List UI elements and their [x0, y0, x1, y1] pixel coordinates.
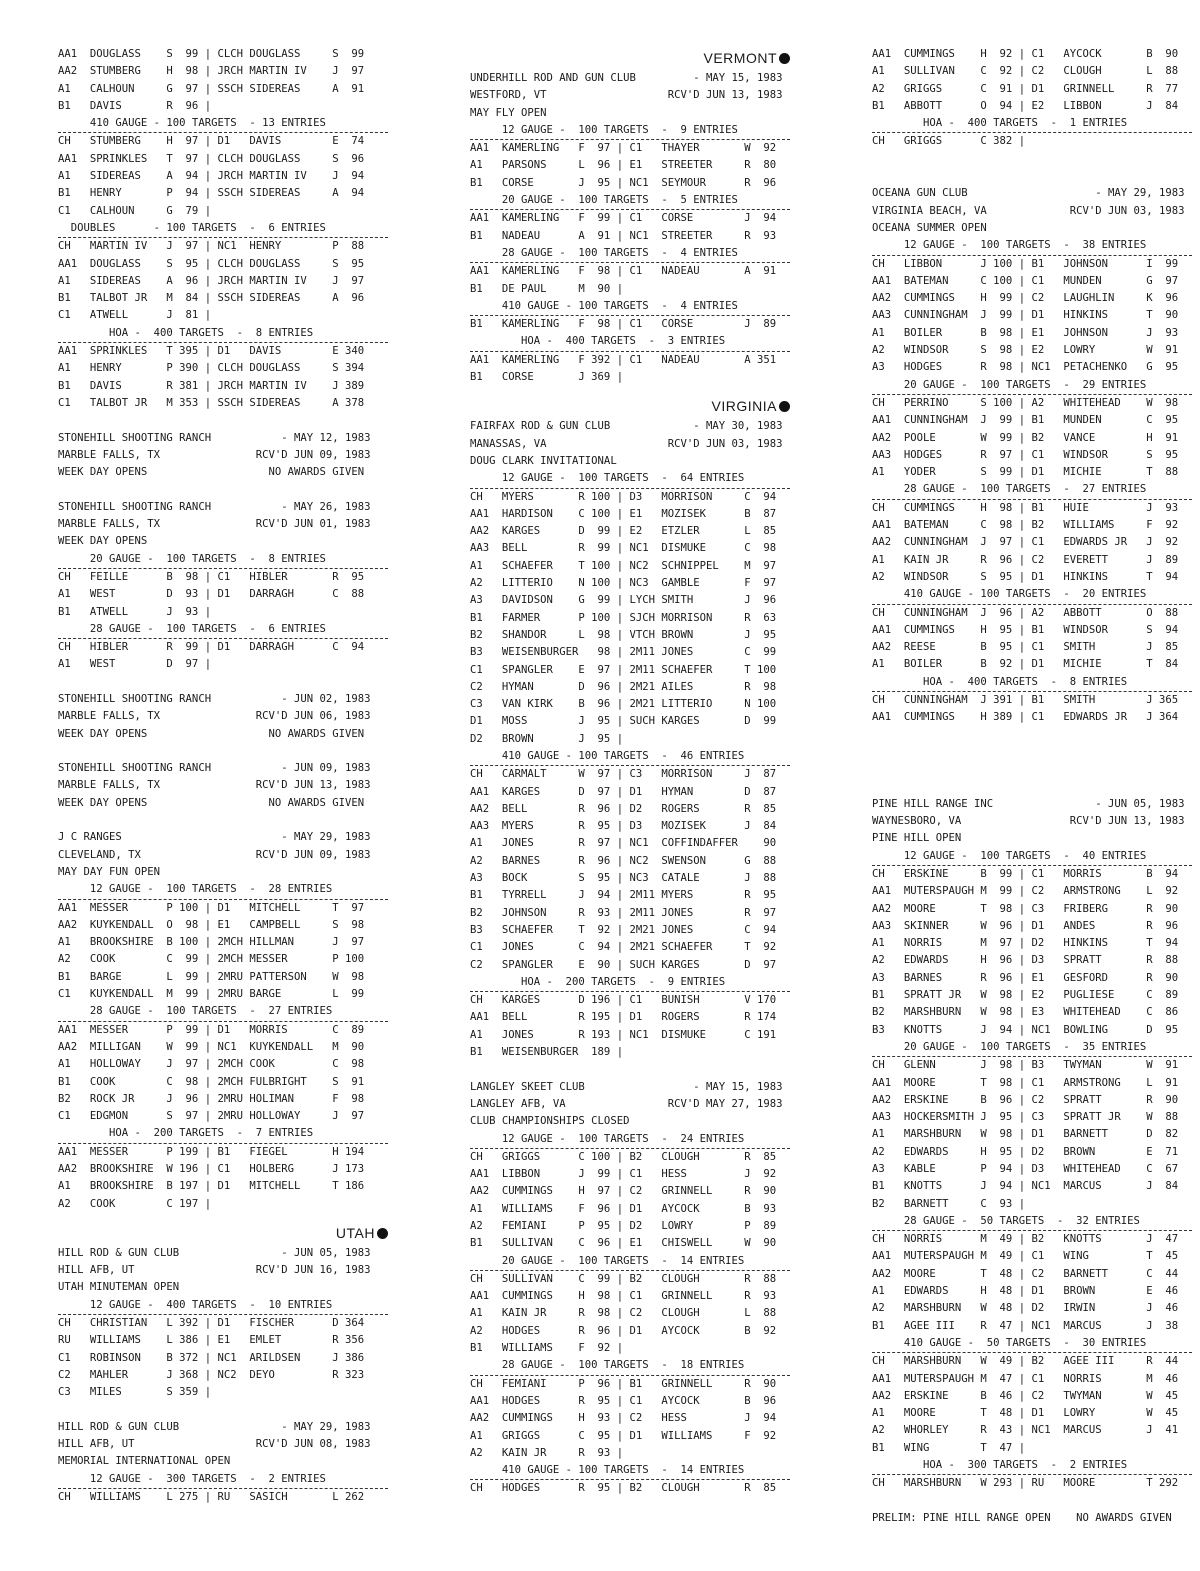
result-line: CH HIBLER R 99 | D1 DARRAGH C 94 — [58, 641, 365, 654]
result-line: AA3 SKINNER W 96 | D1 ANDES R 96 — [872, 919, 1179, 932]
result-line: AA1 MUTERSPAUGH M 49 | C1 WING T 45 — [872, 1250, 1179, 1263]
result-line: CLUB CHAMPIONSHIPS CLOSED — [470, 1115, 630, 1128]
state-name: VERMONT — [703, 50, 777, 66]
result-line: A2 LITTERIO N 100 | NC3 GAMBLE F 97 — [470, 577, 777, 590]
result-line: B1 ABBOTT O 94 | E2 LIBBON J 84 — [872, 99, 1179, 112]
state-name: VIRGINIA — [711, 398, 777, 415]
result-line: AA1 DOUGLASS S 95 | CLCH DOUGLASS S 95 — [58, 257, 365, 270]
result-line — [58, 1402, 388, 1419]
result-line: AA3 CUNNINGHAM J 99 | D1 HINKINS T 90 — [872, 309, 1179, 322]
result-line: B2 ROCK JR J 96 | 2MRU HOLIMAN F 98 — [58, 1092, 365, 1105]
result-line: A3 HODGES R 98 | NC1 PETACHENKO G 95 — [872, 361, 1179, 374]
result-line: C1 EDGMON S 97 | 2MRU HOLLOWAY J 97 — [58, 1110, 365, 1123]
result-line: B1 BARGE L 99 | 2MRU PATTERSON W 98 — [58, 970, 365, 983]
result-line: CH FEMIANI P 96 | B1 GRINNELL R 90 — [470, 1377, 777, 1390]
result-line: C3 VAN KIRK B 96 | 2M21 LITTERIO N 100 — [470, 698, 777, 711]
result-line: MEMORIAL INTERNATIONAL OPEN — [58, 1455, 231, 1468]
result-line: B3 WEISENBURGER 98 | 2M11 JONES C 99 — [470, 646, 777, 659]
result-line: 410 GAUGE - 100 TARGETS - 46 ENTRIES — [470, 748, 790, 766]
result-line: 410 GAUGE - 100 TARGETS - 13 ENTRIES — [58, 115, 388, 133]
result-line: B1 COOK C 98 | 2MCH FULBRIGHT S 91 — [58, 1075, 365, 1088]
result-line: B2 MARSHBURN W 98 | E3 WHITEHEAD C 86 — [872, 1006, 1179, 1019]
result-line: AA2 CUMMINGS H 93 | C2 HESS J 94 — [470, 1412, 777, 1425]
result-line: C3 MILES S 359 | — [58, 1386, 212, 1399]
result-line: MARBLE FALLS, TX RCV'D JUN 06, 1983 — [58, 710, 371, 723]
result-line: A2 EDWARDS H 96 | D3 SPRATT R 88 — [872, 954, 1179, 967]
result-line: 20 GAUGE - 100 TARGETS - 8 ENTRIES — [58, 551, 388, 569]
result-line: 12 GAUGE - 400 TARGETS - 10 ENTRIES — [58, 1297, 388, 1315]
result-line: A1 SCHAEFER T 100 | NC2 SCHNIPPEL M 97 — [470, 559, 777, 572]
result-line: A1 CALHOUN G 97 | SSCH SIDEREAS A 91 — [58, 82, 365, 95]
result-line: AA1 CUNNINGHAM J 99 | B1 MUNDEN C 95 — [872, 414, 1179, 427]
result-line: WEEK DAY OPENS NO AWARDS GIVEN — [58, 466, 365, 479]
result-line: A2 EDWARDS H 95 | D2 BROWN E 71 — [872, 1145, 1179, 1158]
result-line: STONEHILL SHOOTING RANCH - MAY 26, 1983 — [58, 500, 371, 513]
result-line: C1 ATWELL J 81 | — [58, 309, 212, 322]
result-line: AA2 REESE B 95 | C1 SMITH J 85 — [872, 641, 1179, 654]
result-line: AA1 CUMMINGS H 92 | C1 AYCOCK B 90 — [872, 48, 1179, 60]
result-line: MARBLE FALLS, TX RCV'D JUN 09, 1983 — [58, 448, 371, 461]
result-line: 12 GAUGE - 100 TARGETS - 38 ENTRIES — [872, 237, 1192, 255]
result-line: AA1 MESSER P 99 | D1 MORRIS C 89 — [58, 1023, 365, 1036]
result-line: 410 GAUGE - 100 TARGETS - 14 ENTRIES — [470, 1462, 790, 1480]
result-line: A1 PARSONS L 96 | E1 STREETER R 80 — [470, 159, 777, 172]
result-line: DOUG CLARK INVITATIONAL — [470, 454, 617, 467]
result-line: C2 MAHLER J 368 | NC2 DEYO R 323 — [58, 1368, 365, 1381]
result-line: AA1 MUTERSPAUGH M 47 | C1 NORRIS M 46 — [872, 1372, 1179, 1385]
result-line: A1 BROOKSHIRE B 197 | D1 MITCHELL T 186 — [58, 1180, 365, 1193]
result-line: AA1 SPRINKLES T 97 | CLCH DOUGLASS S 96 — [58, 152, 365, 165]
result-line: AA3 HODGES R 97 | C1 WINDSOR S 95 — [872, 448, 1179, 461]
result-line: MANASSAS, VA RCV'D JUN 03, 1983 — [470, 437, 783, 450]
result-line: CLEVELAND, TX RCV'D JUN 09, 1983 — [58, 848, 371, 861]
state-name: UTAH — [335, 1224, 375, 1241]
result-line: B2 BARNETT C 93 | — [872, 1197, 1026, 1210]
result-line: WESTFORD, VT RCV'D JUN 13, 1983 — [470, 89, 783, 102]
result-line: A2 WINDSOR S 98 | E2 LOWRY W 91 — [872, 344, 1179, 357]
result-line: CH NORRIS M 49 | B2 KNOTTS J 47 — [872, 1233, 1179, 1246]
result-line: AA3 HOCKERSMITH J 95 | C3 SPRATT JR W 88 — [872, 1111, 1179, 1124]
result-line: AA1 KARGES D 97 | D1 HYMAN D 87 — [470, 785, 777, 798]
result-line: A3 DAVIDSON G 99 | LYCH SMITH J 96 — [470, 594, 777, 607]
result-line: A1 HENRY P 390 | CLCH DOUGLASS S 394 — [58, 362, 365, 375]
result-line: A1 BOILER B 98 | E1 JOHNSON J 93 — [872, 326, 1179, 339]
result-line: A1 WILLIAMS F 96 | D1 AYCOCK B 93 — [470, 1202, 777, 1215]
result-line: CH ERSKINE B 99 | C1 MORRIS B 94 — [872, 867, 1179, 880]
result-line: B3 SCHAEFER T 92 | 2M21 JONES C 94 — [470, 923, 777, 936]
result-line: A1 JONES R 97 | NC1 COFFINDAFFER 90 — [470, 837, 777, 850]
result-line: 20 GAUGE - 100 TARGETS - 5 ENTRIES — [470, 192, 790, 210]
result-line: 12 GAUGE - 100 TARGETS - 24 ENTRIES — [470, 1131, 790, 1149]
result-line: A1 BOILER B 92 | D1 MICHIE T 84 — [872, 658, 1179, 671]
result-line: CH STUMBERG H 97 | D1 DAVIS E 74 — [58, 135, 365, 148]
result-line: A1 MARSHBURN W 98 | D1 BARNETT D 82 — [872, 1128, 1179, 1141]
result-line: 20 GAUGE - 100 TARGETS - 14 ENTRIES — [470, 1253, 790, 1271]
result-line: AA2 CUMMINGS H 99 | C2 LAUGHLIN K 96 — [872, 292, 1179, 305]
result-line: A1 BROOKSHIRE B 100 | 2MCH HILLMAN J 97 — [58, 936, 365, 949]
result-line: CH CUNNINGHAM J 391 | B1 SMITH J 365 — [872, 693, 1179, 706]
result-line: B1 SULLIVAN C 96 | E1 CHISWELL W 90 — [470, 1237, 777, 1250]
result-line: HOA - 400 TARGETS - 8 ENTRIES — [58, 325, 388, 343]
result-line: STONEHILL SHOOTING RANCH - MAY 12, 1983 — [58, 431, 371, 444]
result-line: A2 COOK C 99 | 2MCH MESSER P 100 — [58, 953, 365, 966]
result-line: A2 GRIGGS C 91 | D1 GRINNELL R 77 — [872, 82, 1179, 95]
result-line: AA2 POOLE W 99 | B2 VANCE H 91 — [872, 431, 1179, 444]
result-line: AA1 KAMERLING F 99 | C1 CORSE J 94 — [470, 212, 777, 225]
result-line: B2 SHANDOR L 98 | VTCH BROWN J 95 — [470, 628, 777, 641]
result-line: PINE HILL OPEN — [872, 832, 962, 845]
result-line: A2 MARSHBURN W 48 | D2 IRWIN J 46 — [872, 1302, 1179, 1315]
result-line — [872, 761, 1192, 778]
column-middle — [470, 46, 790, 1498]
result-line: UTAH MINUTEMAN OPEN — [58, 1281, 180, 1294]
result-line: AA2 CUMMINGS H 97 | C2 GRINNELL R 90 — [470, 1185, 777, 1198]
result-line: HILL ROD & GUN CLUB - MAY 29, 1983 — [58, 1420, 371, 1433]
result-line: AA1 KAMERLING F 98 | C1 NADEAU A 91 — [470, 265, 777, 278]
result-line: B1 ATWELL J 93 | — [58, 605, 212, 618]
result-line: C1 SPANGLER E 97 | 2M11 SCHAEFER T 100 — [470, 663, 777, 676]
result-line: AA2 BROOKSHIRE W 196 | C1 HOLBERG J 173 — [58, 1163, 365, 1175]
result-line: MARBLE FALLS, TX RCV'D JUN 01, 1983 — [58, 518, 371, 531]
result-line: B1 AGEE III R 47 | NC1 MARCUS J 38 — [872, 1319, 1179, 1332]
result-line: MAY DAY FUN OPEN — [58, 865, 161, 878]
result-line: WAYNESBORO, VA RCV'D JUN 13, 1983 — [872, 815, 1185, 828]
result-line: B1 FARMER P 100 | SJCH MORRISON R 63 — [470, 611, 777, 624]
result-line: CH GRIGGS C 100 | B2 CLOUGH R 85 — [470, 1150, 777, 1163]
result-line: A2 FEMIANI P 95 | D2 LOWRY P 89 — [470, 1220, 777, 1232]
result-line: AA2 STUMBERG H 98 | JRCH MARTIN IV J 97 — [58, 65, 365, 78]
result-line: C1 JONES C 94 | 2M21 SCHAEFER T 92 — [470, 941, 777, 954]
result-line: A1 SULLIVAN C 92 | C2 CLOUGH L 88 — [872, 65, 1179, 78]
result-line: 12 GAUGE - 100 TARGETS - 9 ENTRIES — [470, 122, 790, 140]
result-line — [872, 151, 1192, 168]
result-line: CH PERRINO S 100 | A2 WHITEHEAD W 98 — [872, 396, 1179, 409]
result-line: 410 GAUGE - 100 TARGETS - 20 ENTRIES — [872, 586, 1192, 604]
result-line: CH CARMALT W 97 | C3 MORRISON J 87 — [470, 768, 777, 781]
result-line: WEEK DAY OPENS NO AWARDS GIVEN — [58, 796, 365, 809]
result-line: CH CUMMINGS H 98 | B1 HUIE J 93 — [872, 501, 1179, 514]
result-line: B2 JOHNSON R 93 | 2M11 JONES R 97 — [470, 906, 777, 919]
result-line: AA1 MESSER P 100 | D1 MITCHELL T 97 — [58, 901, 365, 914]
result-line: HOA - 400 TARGETS - 8 ENTRIES — [872, 674, 1192, 692]
result-line: A3 BARNES R 96 | E1 GESFORD R 90 — [872, 971, 1179, 984]
result-line: C1 KUYKENDALL M 99 | 2MRU BARGE L 99 — [58, 988, 365, 1001]
state-heading — [470, 46, 790, 70]
result-line: A2 HODGES R 96 | D1 AYCOCK B 92 — [470, 1324, 777, 1337]
result-line: FAIRFAX ROD & GUN CLUB - MAY 30, 1983 — [470, 420, 783, 433]
result-line: AA1 BATEMAN C 100 | C1 MUNDEN G 97 — [872, 274, 1179, 287]
result-line: CH SULLIVAN C 99 | B2 CLOUGH R 88 — [470, 1272, 777, 1285]
result-line: CH FEILLE B 98 | C1 HIBLER R 95 — [58, 570, 365, 583]
result-line: A2 COOK C 197 | — [58, 1197, 212, 1210]
result-line: DOUBLES - 100 TARGETS - 6 ENTRIES — [58, 220, 388, 238]
bullet-icon — [779, 53, 790, 64]
result-line — [872, 1493, 1192, 1510]
result-line: HILL AFB, UT RCV'D JUN 08, 1983 — [58, 1438, 371, 1451]
result-line — [58, 412, 388, 429]
result-line: HILL ROD & GUN CLUB - JUN 05, 1983 — [58, 1246, 371, 1259]
result-line: AA1 CUMMINGS H 389 | C1 EDWARDS JR J 364 — [872, 711, 1179, 724]
result-line: AA1 MESSER P 199 | B1 FIEGEL H 194 — [58, 1145, 365, 1158]
result-line: A1 WEST D 93 | D1 DARRAGH C 88 — [58, 588, 365, 601]
result-line: 12 GAUGE - 100 TARGETS - 28 ENTRIES — [58, 881, 388, 899]
result-line: AA1 LIBBON J 99 | C1 HESS J 92 — [470, 1168, 777, 1181]
result-line — [58, 743, 388, 760]
bullet-icon — [779, 401, 790, 412]
result-line: AA2 MILLIGAN W 99 | NC1 KUYKENDALL M 90 — [58, 1040, 365, 1053]
result-line: A3 KABLE P 94 | D3 WHITEHEAD C 67 — [872, 1163, 1179, 1175]
result-line: CH MARSHBURN W 293 | RU MOORE T 292 — [872, 1477, 1179, 1490]
column-right — [872, 46, 1192, 1527]
result-line: AA2 KUYKENDALL O 98 | E1 CAMPBELL S 98 — [58, 918, 365, 931]
result-line: B1 CORSE J 95 | NC1 SEYMOUR R 96 — [470, 176, 777, 189]
result-line: A1 KAIN JR R 96 | C2 EVERETT J 89 — [872, 553, 1179, 566]
result-line: A1 YODER S 99 | D1 MICHIE T 88 — [872, 466, 1179, 479]
result-line: CH GLENN J 98 | B3 TWYMAN W 91 — [872, 1059, 1179, 1072]
result-line: 410 GAUGE - 100 TARGETS - 4 ENTRIES — [470, 298, 790, 316]
bullet-icon — [377, 1228, 388, 1239]
result-line: 12 GAUGE - 100 TARGETS - 64 ENTRIES — [470, 470, 790, 488]
result-line: LANGLEY SKEET CLUB - MAY 15, 1983 — [470, 1080, 783, 1093]
result-line: AA1 HARDISON C 100 | E1 MOZISEK B 87 — [470, 507, 777, 520]
result-line: AA1 DOUGLASS S 99 | CLCH DOUGLASS S 99 — [58, 48, 365, 60]
result-line: RU WILLIAMS L 386 | E1 EMLET R 356 — [58, 1334, 365, 1347]
result-line: B1 DAVIS R 96 | — [58, 99, 212, 112]
result-line: HOA - 200 TARGETS - 7 ENTRIES — [58, 1125, 388, 1143]
result-line: B1 WEISENBURGER 189 | — [470, 1046, 624, 1059]
result-line: OCEANA GUN CLUB - MAY 29, 1983 — [872, 187, 1185, 200]
result-line: B1 DAVIS R 381 | JRCH MARTIN IV J 389 — [58, 379, 365, 392]
result-line: AA3 BELL R 99 | NC1 DISMUKE C 98 — [470, 542, 777, 555]
result-line: CH HODGES R 95 | B2 CLOUGH R 85 — [470, 1482, 777, 1495]
result-line: A2 BARNES R 96 | NC2 SWENSON G 88 — [470, 854, 777, 867]
result-line: CH KARGES D 196 | C1 BUNISH V 170 — [470, 994, 777, 1007]
result-line: C1 TALBOT JR M 353 | SSCH SIDEREAS A 378 — [58, 396, 365, 409]
result-line: AA2 ERSKINE B 46 | C2 TWYMAN W 45 — [872, 1389, 1179, 1402]
result-line: A2 WINDSOR S 95 | D1 HINKINS T 94 — [872, 570, 1179, 583]
result-line: A1 HOLLOWAY J 97 | 2MCH COOK C 98 — [58, 1058, 365, 1071]
column-left — [58, 46, 388, 1506]
result-line: CH GRIGGS C 382 | — [872, 135, 1026, 148]
result-line: B1 CORSE J 369 | — [470, 371, 624, 384]
result-line: A1 JONES R 193 | NC1 DISMUKE C 191 — [470, 1028, 777, 1041]
result-line: B1 KNOTTS J 94 | NC1 MARCUS J 84 — [872, 1180, 1179, 1193]
result-line: B1 TALBOT JR M 84 | SSCH SIDEREAS A 96 — [58, 292, 365, 305]
result-line: HOA - 400 TARGETS - 3 ENTRIES — [470, 333, 790, 351]
result-line: VIRGINIA BEACH, VA RCV'D JUN 03, 1983 — [872, 204, 1185, 217]
result-line: CH MARSHBURN W 49 | B2 AGEE III R 44 — [872, 1355, 1179, 1368]
result-line: AA1 BELL R 195 | D1 ROGERS R 174 — [470, 1011, 777, 1024]
result-line: 20 GAUGE - 100 TARGETS - 35 ENTRIES — [872, 1039, 1192, 1057]
result-line: A2 KAIN JR R 93 | — [470, 1446, 624, 1459]
result-line — [872, 168, 1192, 185]
result-line: B1 NADEAU A 91 | NC1 STREETER R 93 — [470, 229, 777, 242]
result-line: 12 GAUGE - 300 TARGETS - 2 ENTRIES — [58, 1471, 388, 1489]
state-heading — [470, 394, 790, 418]
result-line — [470, 1061, 790, 1078]
result-line: AA1 BATEMAN C 98 | B2 WILLIAMS F 92 — [872, 519, 1179, 532]
result-line: D1 MOSS J 95 | SUCH KARGES D 99 — [470, 715, 777, 728]
result-line: A1 SIDEREAS A 96 | JRCH MARTIN IV J 97 — [58, 274, 365, 287]
result-line: AA2 ERSKINE B 96 | C2 SPRATT R 90 — [872, 1093, 1179, 1106]
result-line: CH CUNNINGHAM J 96 | A2 ABBOTT O 88 — [872, 606, 1179, 619]
result-line — [872, 727, 1192, 744]
result-line: A1 WEST D 97 | — [58, 658, 212, 671]
result-line: D2 BROWN J 95 | — [470, 732, 624, 745]
result-line: STONEHILL SHOOTING RANCH - JUN 09, 1983 — [58, 762, 371, 775]
result-line: AA2 KARGES D 99 | E2 ETZLER L 85 — [470, 525, 777, 538]
result-line — [58, 674, 388, 691]
result-line: B1 HENRY P 94 | SSCH SIDEREAS A 94 — [58, 187, 365, 200]
result-line: A1 MOORE T 48 | D1 LOWRY W 45 — [872, 1407, 1179, 1420]
result-line: AA1 KAMERLING F 392 | C1 NADEAU A 351 — [470, 353, 777, 366]
result-line: C1 ROBINSON B 372 | NC1 ARILDSEN J 386 — [58, 1351, 365, 1364]
result-line: AA2 CUNNINGHAM J 97 | C1 EDWARDS JR J 92 — [872, 536, 1179, 549]
result-line: HILL AFB, UT RCV'D JUN 16, 1983 — [58, 1264, 371, 1277]
result-line: CH LIBBON J 100 | B1 JOHNSON I 99 — [872, 257, 1179, 270]
result-line: OCEANA SUMMER OPEN — [872, 221, 987, 234]
result-line: CH WILLIAMS L 275 | RU SASICH L 262 — [58, 1491, 365, 1504]
result-line: HOA - 300 TARGETS - 2 ENTRIES — [872, 1457, 1192, 1475]
result-line: AA1 CUMMINGS H 95 | B1 WINDSOR S 94 — [872, 623, 1179, 636]
result-line — [58, 812, 388, 829]
result-line: J C RANGES - MAY 29, 1983 — [58, 831, 371, 844]
result-line: CH MARTIN IV J 97 | NC1 HENRY P 88 — [58, 240, 365, 253]
result-line: 28 GAUGE - 100 TARGETS - 6 ENTRIES — [58, 621, 388, 639]
result-line: A1 GRIGGS C 95 | D1 WILLIAMS F 92 — [470, 1429, 777, 1442]
result-line: HOA - 400 TARGETS - 1 ENTRIES — [872, 115, 1192, 133]
result-line: B1 TYRRELL J 94 | 2M11 MYERS R 95 — [470, 889, 777, 902]
result-line: HOA - 200 TARGETS - 9 ENTRIES — [470, 974, 790, 992]
result-line: B1 WING T 47 | — [872, 1441, 1026, 1454]
result-line — [872, 778, 1192, 795]
result-line: C2 SPANGLER E 90 | SUCH KARGES D 97 — [470, 958, 777, 971]
result-line: A2 WHORLEY R 43 | NC1 MARCUS J 41 — [872, 1424, 1179, 1437]
result-line: AA1 MUTERSPAUGH M 99 | C2 ARMSTRONG L 92 — [872, 885, 1179, 898]
result-line: CH MYERS R 100 | D3 MORRISON C 94 — [470, 490, 777, 503]
result-line: AA2 MOORE T 48 | C2 BARNETT C 44 — [872, 1267, 1179, 1280]
result-line: C1 CALHOUN G 79 | — [58, 204, 212, 217]
result-line: AA1 KAMERLING F 97 | C1 THAYER W 92 — [470, 142, 777, 155]
result-line: A1 EDWARDS H 48 | D1 BROWN E 46 — [872, 1285, 1179, 1298]
result-line: 410 GAUGE - 50 TARGETS - 30 ENTRIES — [872, 1335, 1192, 1353]
state-heading — [58, 1221, 388, 1245]
result-line: LANGLEY AFB, VA RCV'D MAY 27, 1983 — [470, 1097, 783, 1110]
result-line: WEEK DAY OPENS — [58, 535, 148, 548]
result-line: STONEHILL SHOOTING RANCH - JUN 02, 1983 — [58, 692, 371, 705]
result-line: A1 SIDEREAS A 94 | JRCH MARTIN IV J 94 — [58, 170, 365, 183]
result-line: AA1 HODGES R 95 | C1 AYCOCK B 96 — [470, 1394, 777, 1407]
result-line: B1 WILLIAMS F 92 | — [470, 1342, 624, 1355]
result-line: PRELIM: PINE HILL RANGE OPEN NO AWARDS GIVEN — [872, 1511, 1172, 1524]
result-line: 28 GAUGE - 50 TARGETS - 32 ENTRIES — [872, 1213, 1192, 1231]
result-line: MARBLE FALLS, TX RCV'D JUN 13, 1983 — [58, 779, 371, 792]
result-line: A3 BOCK S 95 | NC3 CATALE J 88 — [470, 872, 777, 885]
result-line: AA1 MOORE T 98 | C1 ARMSTRONG L 91 — [872, 1076, 1179, 1089]
result-line: B1 SPRATT JR W 98 | E2 PUGLIESE C 89 — [872, 989, 1179, 1002]
result-line: 28 GAUGE - 100 TARGETS - 27 ENTRIES — [872, 481, 1192, 499]
result-line: AA2 BELL R 96 | D2 ROGERS R 85 — [470, 802, 777, 815]
result-line: AA3 MYERS R 95 | D3 MOZISEK J 84 — [470, 820, 777, 833]
result-line: B1 KAMERLING F 98 | C1 CORSE J 89 — [470, 318, 777, 331]
result-line: CH CHRISTIAN L 392 | D1 FISCHER D 364 — [58, 1317, 365, 1330]
result-line: C2 HYMAN D 96 | 2M21 AILES R 98 — [470, 680, 777, 693]
result-line — [58, 481, 388, 498]
result-line: PINE HILL RANGE INC - JUN 05, 1983 — [872, 797, 1185, 810]
result-line — [872, 744, 1192, 761]
result-line: AA2 MOORE T 98 | C3 FRIBERG R 90 — [872, 902, 1179, 915]
result-line: 20 GAUGE - 100 TARGETS - 29 ENTRIES — [872, 377, 1192, 395]
result-line: A1 KAIN JR R 98 | C2 CLOUGH L 88 — [470, 1307, 777, 1320]
result-line: UNDERHILL ROD AND GUN CLUB - MAY 15, 1983 — [470, 72, 783, 84]
result-line: A1 NORRIS M 97 | D2 HINKINS T 94 — [872, 937, 1179, 950]
result-line: B1 DE PAUL M 90 | — [470, 282, 624, 295]
result-line: AA1 SPRINKLES T 395 | D1 DAVIS E 340 — [58, 345, 365, 358]
result-line: 28 GAUGE - 100 TARGETS - 27 ENTRIES — [58, 1003, 388, 1021]
result-line: AA1 CUMMINGS H 98 | C1 GRINNELL R 93 — [470, 1290, 777, 1303]
result-line: 28 GAUGE - 100 TARGETS - 18 ENTRIES — [470, 1357, 790, 1375]
result-line: 28 GAUGE - 100 TARGETS - 4 ENTRIES — [470, 245, 790, 263]
result-line: 12 GAUGE - 100 TARGETS - 40 ENTRIES — [872, 848, 1192, 866]
result-line: B3 KNOTTS J 94 | NC1 BOWLING D 95 — [872, 1023, 1179, 1036]
result-line: MAY FLY OPEN — [470, 106, 547, 119]
result-line: WEEK DAY OPENS NO AWARDS GIVEN — [58, 727, 365, 740]
